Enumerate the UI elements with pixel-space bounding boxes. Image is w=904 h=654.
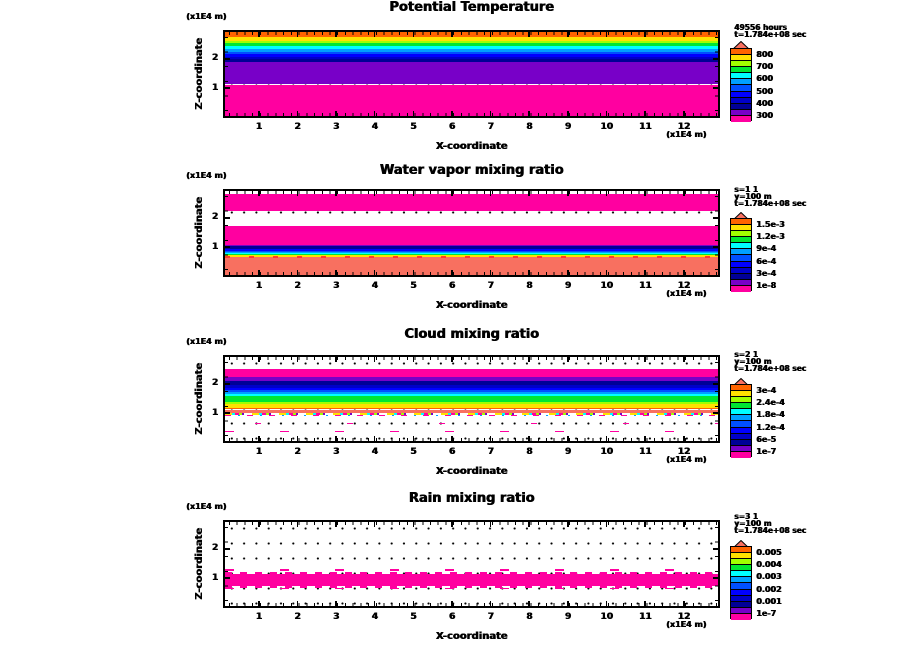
contour-band bbox=[225, 194, 718, 211]
y-tick-label: 2 bbox=[211, 542, 218, 553]
x-major-tick bbox=[606, 436, 608, 441]
y-minor-ticks-right bbox=[715, 522, 718, 606]
x-tick-label: 6 bbox=[448, 447, 456, 457]
x-unit-label: (x1E4 m) bbox=[666, 289, 707, 298]
contour-speckle-row bbox=[225, 256, 718, 257]
x-major-tick bbox=[258, 601, 260, 606]
x-tick-label: 11 bbox=[638, 281, 652, 291]
colorbar bbox=[730, 384, 752, 457]
y-axis-label: Z-coordinate bbox=[194, 528, 205, 600]
x-major-tick bbox=[528, 357, 530, 362]
y-major-tick bbox=[713, 577, 718, 579]
x-tick-label: 11 bbox=[638, 612, 652, 622]
x-tick-label: 12 bbox=[677, 281, 691, 291]
panel-title: Water vapor mixing ratio bbox=[379, 163, 564, 178]
x-major-tick bbox=[644, 357, 646, 362]
x-major-tick bbox=[606, 522, 608, 527]
x-tick-label: 4 bbox=[371, 447, 378, 457]
x-tick-label: 6 bbox=[448, 122, 456, 132]
colorbar bbox=[730, 218, 752, 291]
x-tick-label: 7 bbox=[487, 281, 494, 291]
x-major-tick bbox=[413, 522, 415, 527]
x-tick-label: 10 bbox=[600, 281, 613, 291]
x-tick-label: 11 bbox=[638, 447, 652, 457]
y-tick-label: 2 bbox=[211, 377, 218, 388]
x-major-tick bbox=[683, 111, 685, 116]
y-tick-label: 2 bbox=[211, 52, 218, 63]
x-tick-label: 1 bbox=[255, 612, 262, 622]
colorbar-cell bbox=[731, 286, 751, 292]
x-major-tick bbox=[528, 522, 530, 527]
x-tick-label: 3 bbox=[332, 447, 340, 457]
x-major-tick bbox=[413, 436, 415, 441]
x-tick-label: 1 bbox=[255, 281, 262, 291]
y-major-tick bbox=[713, 412, 718, 414]
x-axis-label: X-coordinate bbox=[435, 141, 508, 152]
contour-speckle-row bbox=[225, 572, 718, 574]
x-major-tick bbox=[490, 357, 492, 362]
x-major-tick bbox=[374, 357, 376, 362]
y-major-tick bbox=[225, 548, 230, 550]
x-major-tick bbox=[606, 357, 608, 362]
x-tick-label: 9 bbox=[564, 612, 571, 622]
y-axis-label: Z-coordinate bbox=[194, 38, 205, 110]
x-tick-label: 10 bbox=[600, 612, 613, 622]
colorbar-label: 1e-7 bbox=[756, 446, 776, 456]
y-major-tick bbox=[713, 58, 718, 60]
x-tick-label: 1 bbox=[255, 122, 262, 132]
colorbar-cell bbox=[731, 452, 751, 458]
x-major-tick bbox=[567, 111, 569, 116]
x-tick-label: 5 bbox=[410, 612, 417, 622]
x-major-tick bbox=[374, 191, 376, 196]
x-major-tick bbox=[335, 357, 337, 362]
y-minor-ticks-right bbox=[715, 357, 718, 441]
y-unit-label: (x1E4 m) bbox=[186, 12, 227, 21]
x-major-tick bbox=[297, 436, 299, 441]
colorbar bbox=[730, 48, 752, 121]
x-major-tick bbox=[335, 270, 337, 275]
x-major-tick bbox=[606, 32, 608, 37]
side-annotation: t=1.784e+08 sec bbox=[734, 30, 807, 39]
side-annotation: s=3 1 bbox=[734, 512, 758, 521]
x-major-tick bbox=[567, 191, 569, 196]
y-tick-label: 1 bbox=[211, 241, 218, 252]
x-unit-label: (x1E4 m) bbox=[666, 130, 707, 139]
contour-band bbox=[225, 62, 718, 85]
x-major-tick bbox=[567, 270, 569, 275]
contour-band bbox=[225, 226, 718, 245]
x-tick-label: 12 bbox=[677, 122, 691, 132]
x-axis-label: X-coordinate bbox=[435, 466, 508, 477]
x-tick-label: 8 bbox=[526, 281, 533, 291]
x-tick-label: 7 bbox=[487, 447, 494, 457]
plot-area bbox=[223, 189, 720, 277]
x-major-tick bbox=[490, 111, 492, 116]
colorbar-label: 1e-7 bbox=[756, 608, 776, 618]
x-major-tick bbox=[374, 436, 376, 441]
y-axis-label: Z-coordinate bbox=[194, 363, 205, 435]
x-major-tick bbox=[490, 191, 492, 196]
y-major-tick bbox=[225, 246, 230, 248]
y-major-tick bbox=[713, 383, 718, 385]
x-axis-label: X-coordinate bbox=[435, 300, 508, 311]
colorbar-label: 0.003 bbox=[756, 572, 782, 582]
y-minor-ticks-left bbox=[225, 191, 228, 275]
x-major-tick bbox=[297, 111, 299, 116]
x-major-tick bbox=[528, 191, 530, 196]
contour-speckle-row bbox=[225, 423, 718, 424]
colorbar-label: 2.4e-4 bbox=[756, 398, 785, 408]
y-major-tick bbox=[713, 246, 718, 248]
y-tick-label: 2 bbox=[211, 211, 218, 222]
y-minor-ticks-left bbox=[225, 522, 228, 606]
contour-speckle-row bbox=[225, 431, 718, 432]
x-major-tick bbox=[683, 436, 685, 441]
x-major-tick bbox=[374, 111, 376, 116]
x-major-tick bbox=[413, 191, 415, 196]
x-major-tick bbox=[258, 270, 260, 275]
y-axis-label: Z-coordinate bbox=[194, 197, 205, 269]
x-tick-label: 8 bbox=[526, 447, 533, 457]
x-tick-label: 4 bbox=[371, 122, 378, 132]
x-major-tick bbox=[297, 270, 299, 275]
x-major-tick bbox=[413, 601, 415, 606]
x-major-tick bbox=[644, 436, 646, 441]
x-major-tick bbox=[451, 111, 453, 116]
x-tick-label: 2 bbox=[294, 612, 301, 622]
colorbar-label: 1e-8 bbox=[756, 280, 776, 290]
x-major-tick bbox=[451, 357, 453, 362]
x-tick-label: 3 bbox=[332, 122, 340, 132]
y-major-tick bbox=[225, 412, 230, 414]
y-unit-label: (x1E4 m) bbox=[186, 171, 227, 180]
colorbar-label: 3e-4 bbox=[756, 268, 776, 278]
x-major-tick bbox=[528, 436, 530, 441]
x-major-tick bbox=[644, 111, 646, 116]
x-major-tick bbox=[490, 522, 492, 527]
x-major-tick bbox=[258, 522, 260, 527]
x-major-tick bbox=[258, 357, 260, 362]
colorbar-label: 500 bbox=[756, 86, 773, 96]
x-major-tick bbox=[490, 270, 492, 275]
side-annotation: y=100 m bbox=[734, 357, 772, 366]
panel-title: Rain mixing ratio bbox=[408, 491, 535, 506]
x-major-tick bbox=[413, 357, 415, 362]
x-tick-label: 5 bbox=[410, 281, 417, 291]
x-tick-label: 4 bbox=[371, 612, 378, 622]
x-major-tick bbox=[451, 270, 453, 275]
x-tick-label: 6 bbox=[448, 281, 456, 291]
x-major-tick bbox=[644, 522, 646, 527]
x-major-tick bbox=[451, 601, 453, 606]
x-major-tick bbox=[297, 357, 299, 362]
x-major-tick bbox=[258, 111, 260, 116]
x-major-tick bbox=[374, 601, 376, 606]
colorbar-label: 0.002 bbox=[756, 584, 782, 594]
x-major-tick bbox=[335, 601, 337, 606]
x-tick-label: 9 bbox=[564, 447, 571, 457]
y-tick-label: 1 bbox=[211, 82, 218, 93]
x-tick-label: 10 bbox=[600, 447, 613, 457]
x-major-tick bbox=[297, 191, 299, 196]
x-major-tick bbox=[683, 522, 685, 527]
x-major-tick bbox=[335, 191, 337, 196]
side-annotation: s=1 1 bbox=[734, 185, 758, 194]
x-tick-label: 9 bbox=[564, 281, 571, 291]
x-tick-label: 1 bbox=[255, 447, 262, 457]
x-major-tick bbox=[451, 32, 453, 37]
x-major-tick bbox=[606, 601, 608, 606]
colorbar-label: 600 bbox=[756, 74, 773, 84]
side-annotation: t=1.784e+08 sec bbox=[734, 199, 807, 208]
side-annotation: s=2 1 bbox=[734, 350, 758, 359]
plot-area bbox=[223, 520, 720, 608]
contour-speckle-row bbox=[225, 569, 718, 570]
x-major-tick bbox=[374, 270, 376, 275]
plot-area bbox=[223, 355, 720, 443]
x-tick-label: 5 bbox=[410, 447, 417, 457]
x-major-tick bbox=[297, 601, 299, 606]
y-tick-label: 1 bbox=[211, 572, 218, 583]
y-unit-label: (x1E4 m) bbox=[186, 337, 227, 346]
x-major-tick bbox=[644, 191, 646, 196]
x-tick-label: 12 bbox=[677, 612, 691, 622]
x-major-tick bbox=[528, 32, 530, 37]
x-major-tick bbox=[297, 522, 299, 527]
x-major-tick bbox=[683, 601, 685, 606]
colorbar bbox=[730, 546, 752, 619]
x-major-tick bbox=[335, 436, 337, 441]
plot-area bbox=[223, 30, 720, 118]
y-major-tick bbox=[225, 383, 230, 385]
x-major-tick bbox=[567, 436, 569, 441]
x-major-tick bbox=[683, 32, 685, 37]
x-major-tick bbox=[683, 357, 685, 362]
x-major-tick bbox=[683, 191, 685, 196]
colorbar-label: 6e-4 bbox=[756, 256, 776, 266]
x-major-tick bbox=[451, 191, 453, 196]
x-major-tick bbox=[683, 270, 685, 275]
side-annotation: y=100 m bbox=[734, 192, 772, 201]
x-major-tick bbox=[258, 32, 260, 37]
y-major-tick bbox=[225, 217, 230, 219]
x-unit-label: (x1E4 m) bbox=[666, 455, 707, 464]
side-annotation: y=100 m bbox=[734, 519, 772, 528]
y-minor-ticks-right bbox=[715, 191, 718, 275]
x-unit-label: (x1E4 m) bbox=[666, 620, 707, 629]
x-major-tick bbox=[567, 357, 569, 362]
colorbar-label: 1.5e-3 bbox=[756, 220, 785, 230]
colorbar-label: 1.2e-4 bbox=[756, 422, 785, 432]
y-major-tick bbox=[225, 577, 230, 579]
x-major-tick bbox=[258, 191, 260, 196]
colorbar-label: 0.001 bbox=[756, 596, 782, 606]
x-major-tick bbox=[567, 522, 569, 527]
x-major-tick bbox=[528, 601, 530, 606]
x-tick-label: 2 bbox=[294, 122, 301, 132]
x-major-tick bbox=[451, 522, 453, 527]
y-minor-ticks-right bbox=[715, 32, 718, 116]
contour-band bbox=[225, 574, 718, 586]
x-major-tick bbox=[567, 601, 569, 606]
x-major-tick bbox=[490, 32, 492, 37]
x-major-tick bbox=[413, 32, 415, 37]
x-tick-label: 8 bbox=[526, 612, 533, 622]
x-major-tick bbox=[451, 436, 453, 441]
panel-title: Cloud mixing ratio bbox=[404, 327, 539, 342]
y-tick-label: 1 bbox=[211, 407, 218, 418]
colorbar-label: 3e-4 bbox=[756, 386, 776, 396]
colorbar-label: 1.8e-4 bbox=[756, 410, 785, 420]
x-major-tick bbox=[567, 32, 569, 37]
x-tick-label: 10 bbox=[600, 122, 613, 132]
x-major-tick bbox=[528, 111, 530, 116]
x-major-tick bbox=[374, 32, 376, 37]
x-major-tick bbox=[606, 111, 608, 116]
side-annotation: t=1.784e+08 sec bbox=[734, 526, 807, 535]
contour-speckle-row bbox=[225, 415, 718, 416]
x-major-tick bbox=[490, 436, 492, 441]
x-tick-label: 3 bbox=[332, 612, 340, 622]
y-major-tick bbox=[225, 87, 230, 89]
x-major-tick bbox=[490, 601, 492, 606]
x-major-tick bbox=[528, 270, 530, 275]
x-major-tick bbox=[413, 270, 415, 275]
x-tick-label: 9 bbox=[564, 122, 571, 132]
side-annotation: t=1.784e+08 sec bbox=[734, 364, 807, 373]
x-tick-label: 4 bbox=[371, 281, 378, 291]
x-major-tick bbox=[297, 32, 299, 37]
x-tick-label: 5 bbox=[410, 122, 417, 132]
x-tick-label: 11 bbox=[638, 122, 652, 132]
colorbar-label: 800 bbox=[756, 50, 773, 60]
x-major-tick bbox=[335, 522, 337, 527]
x-tick-label: 8 bbox=[526, 122, 533, 132]
colorbar-label: 6e-5 bbox=[756, 434, 776, 444]
x-major-tick bbox=[413, 111, 415, 116]
y-major-tick bbox=[713, 87, 718, 89]
x-tick-label: 2 bbox=[294, 281, 301, 291]
x-tick-label: 12 bbox=[677, 447, 691, 457]
x-major-tick bbox=[644, 32, 646, 37]
x-major-tick bbox=[644, 270, 646, 275]
colorbar-label: 700 bbox=[756, 62, 773, 72]
x-major-tick bbox=[374, 522, 376, 527]
colorbar-label: 0.005 bbox=[756, 548, 782, 558]
x-axis-label: X-coordinate bbox=[435, 631, 508, 642]
contour-band bbox=[225, 369, 718, 377]
panel-title: Potential Temperature bbox=[389, 0, 554, 15]
x-major-tick bbox=[606, 191, 608, 196]
x-major-tick bbox=[644, 601, 646, 606]
colorbar-label: 9e-4 bbox=[756, 244, 776, 254]
colorbar-cell bbox=[731, 116, 751, 122]
colorbar-label: 400 bbox=[756, 98, 773, 108]
y-major-tick bbox=[713, 217, 718, 219]
x-major-tick bbox=[335, 111, 337, 116]
x-tick-label: 3 bbox=[332, 281, 340, 291]
colorbar-label: 300 bbox=[756, 110, 773, 120]
y-minor-ticks-left bbox=[225, 357, 228, 441]
x-tick-label: 2 bbox=[294, 447, 301, 457]
colorbar-cell bbox=[731, 614, 751, 620]
contour-speckle-row bbox=[225, 588, 718, 589]
y-minor-ticks-left bbox=[225, 32, 228, 116]
y-major-tick bbox=[713, 548, 718, 550]
colorbar-label: 0.004 bbox=[756, 560, 782, 570]
x-major-tick bbox=[606, 270, 608, 275]
x-tick-label: 7 bbox=[487, 612, 494, 622]
side-annotation: 49556 hours bbox=[734, 23, 787, 32]
x-major-tick bbox=[335, 32, 337, 37]
x-major-tick bbox=[258, 436, 260, 441]
y-unit-label: (x1E4 m) bbox=[186, 502, 227, 511]
y-major-tick bbox=[225, 58, 230, 60]
colorbar-label: 1.2e-3 bbox=[756, 232, 785, 242]
x-tick-label: 6 bbox=[448, 612, 456, 622]
x-tick-label: 7 bbox=[487, 122, 494, 132]
